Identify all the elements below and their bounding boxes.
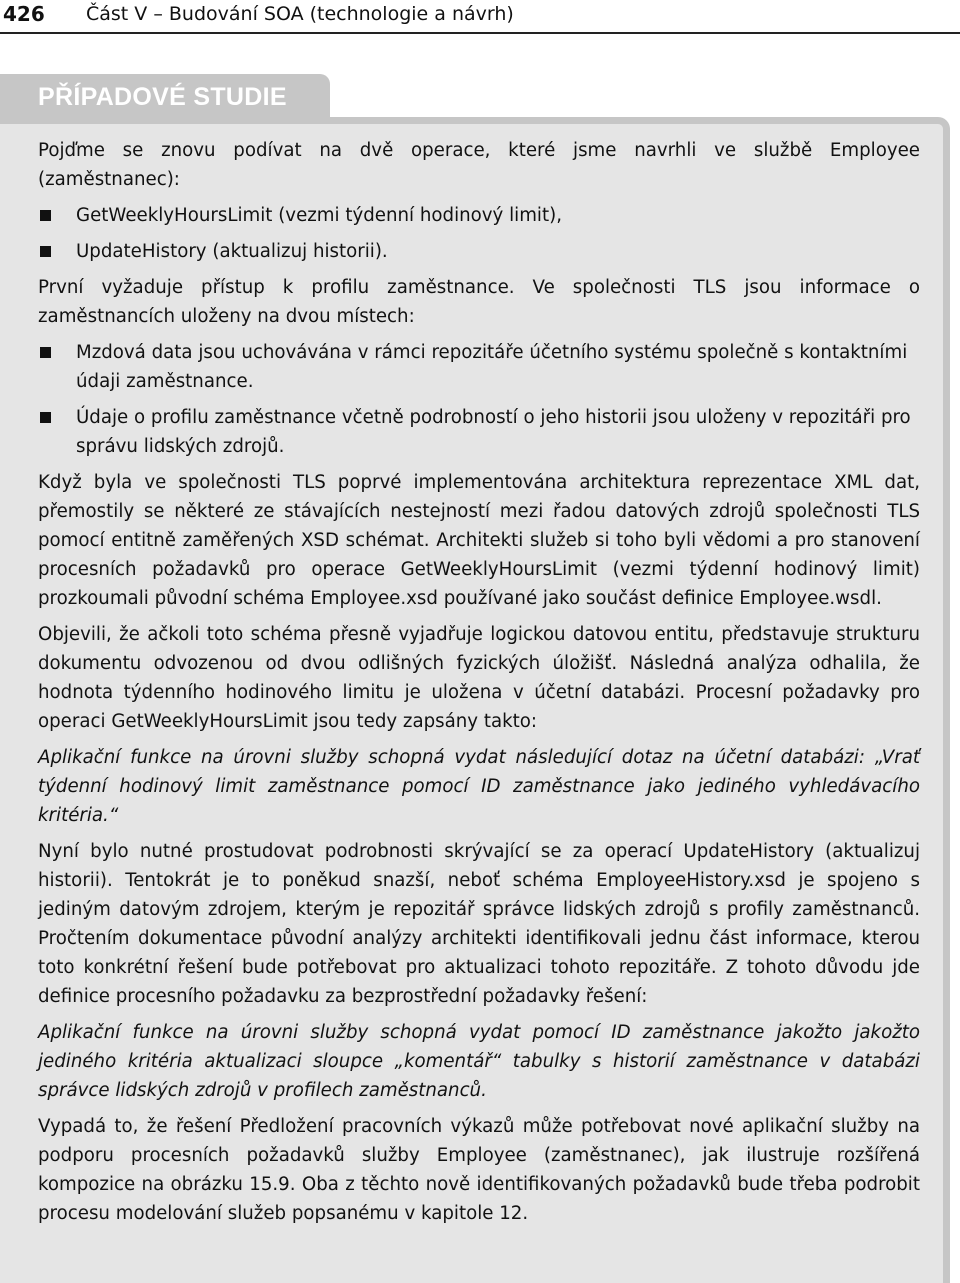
header-rule [0,32,960,34]
found-paragraph: Objevili, že ačkoli toto schéma přesně vyjadřuje logickou datovou entitu, představuje strukturu dokumentu odvozenou od dvou odlišných fyzických úložišť. Následná analýza odhalila, že hodnota týdenního hodinového limitu je uložena v účetní databázi. Procesní požadavky pro operaci GetWeeklyHoursLimit jsou tedy zapsány takto: [38,624,920,732]
square-bullet-icon [40,347,51,358]
requirement-2: Aplikační funkce na úrovni služby schopná vydat pomocí ID zaměstnance jakožto jakožto jediného kritéria aktualizaci sloupce „komentář“ tabulky s historií zaměstnance v databázi správce lidských zdrojů v profilech zaměstnanců. [38,1022,920,1101]
update-paragraph: Nyní bylo nutné prostudovat podrobnosti skrývající se za operací UpdateHistory (aktualizuj historii). Tentokrát je to poněkud snazší, neboť schéma EmployeeHistory.xsd je spojeno s jediným datovým zdrojem, kterým je repozitář správce lidských zdrojů s profily zaměstnanců. Pročtením dokumentace původní analýzy architekti identifikovali jednu část informace, kterou toto konkrétní řešení bude potřebovat pro aktualizaci tohoto repozitáře. Z tohoto důvodu jde definice procesního požadavku za bezprostřední požadavky řešení: [38,841,920,1007]
list-item [38,403,920,461]
requirement-1: Aplikační funkce na úrovni služby schopná vydat následující dotaz na účetní databázi: „Vrať týdenní hodinový limit zaměstnance pomocí ID zaměstnance jako jediného vyhledávacího kritéria.“ [38,747,920,826]
chapter-title: Část V – Budování SOA (technologie a návrh) [86,3,514,25]
list-item-text: Údaje o profilu zaměstnance včetně podrobností o jeho historii jsou uloženy v repozitáři pro správu lidských zdrojů. [76,407,911,457]
square-bullet-icon [40,412,51,423]
list-item [38,201,920,230]
list-item-text: Mzdová data jsou uchovávána v rámci repozitáře účetního systému společně s kontaktními údaji zaměstnance. [76,342,908,392]
profile-paragraph: První vyžaduje přístup k profilu zaměstnance. Ve společnosti TLS jsou informace o zaměstnancích uloženy na dvou místech: [38,277,920,327]
square-bullet-icon [40,210,51,221]
operations-list [38,201,920,266]
intro-paragraph: Pojďme se znovu podívat na dvě operace, které jsme navrhli ve službě Employee (zaměstnanec): [38,140,920,190]
list-item-text: GetWeeklyHoursLimit (vezmi týdenní hodinový limit), [76,205,562,226]
square-bullet-icon [40,246,51,257]
case-study-content [38,136,920,1235]
list-item [38,237,920,266]
case-study-title: PŘÍPADOVÉ STUDIE [38,83,287,111]
xml-paragraph: Když byla ve společnosti TLS poprvé implementována architektura reprezentace XML dat, přemostily se některé ze stávajících nestejností mezi řadou datových zdrojů společnosti TLS pomocí entitně zaměřených XSD schémat. Architekti služeb si toho byli vědomi a pro stanovení procesních požadavků pro operace GetWeeklyHoursLimit (vezmi týdenní hodinový limit) prozkoumali původní schéma Employee.xsd používané jako součást definice Employee.wsdl. [38,472,920,609]
page-header [0,0,960,32]
page-number: 426 [3,2,45,26]
locations-list [38,338,920,461]
closing-paragraph: Vypadá to, že řešení Předložení pracovních výkazů může potřebovat nové aplikační služby na podporu procesních požadavků služby Employee (zaměstnanec), jak ilustruje rozšířená kompozice na obrázku 15.9. Oba z těchto nově identifikovaných požadavků bude třeba podrobit procesu modelování služeb popsanému v kapitole 12. [38,1116,920,1224]
list-item-text: UpdateHistory (aktualizuj historii). [76,241,388,262]
list-item [38,338,920,396]
